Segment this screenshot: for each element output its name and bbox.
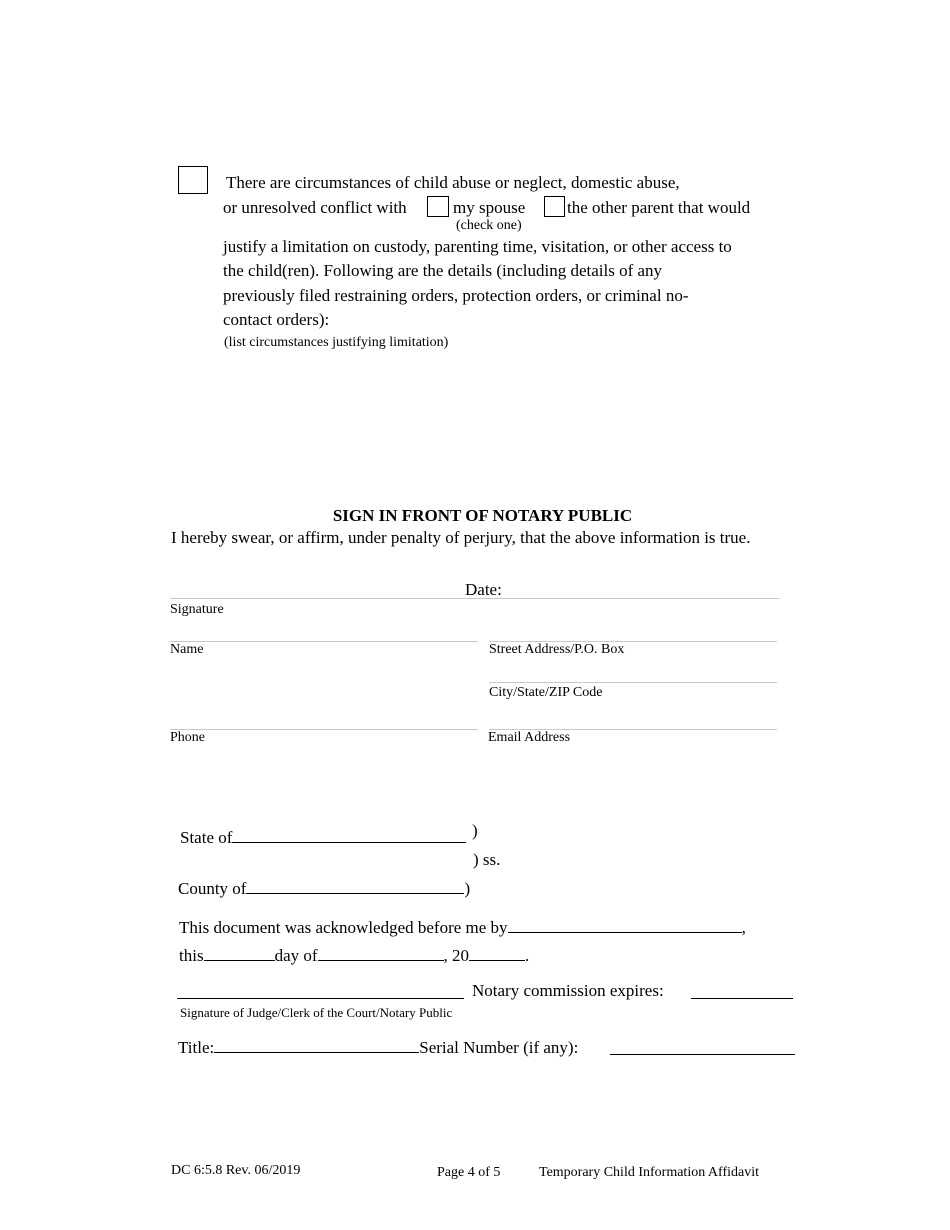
oath-statement: I hereby swear, or affirm, under penalty of perjury, that the above information is true. <box>171 528 751 547</box>
my-spouse-checkbox[interactable] <box>427 196 449 217</box>
day-of-label: day of <box>274 946 318 965</box>
circumstances-hint: (list circumstances justifying limitation) <box>224 335 449 350</box>
city-line[interactable] <box>489 682 777 683</box>
state-field[interactable] <box>232 826 466 843</box>
name-line[interactable] <box>170 641 478 642</box>
serial-label: Serial Number (if any): <box>419 1038 579 1057</box>
county-field[interactable] <box>246 877 464 894</box>
signature-label: Signature <box>170 602 224 617</box>
name-label: Name <box>170 642 204 657</box>
state-of-label: State of <box>180 828 233 847</box>
page-number: Page 4 of 5 <box>437 1165 501 1180</box>
signature-date-line[interactable] <box>170 598 780 599</box>
acknowledged-comma: , <box>741 918 746 937</box>
date-row <box>179 944 529 966</box>
state-paren: ) <box>472 821 478 840</box>
county-paren: ) <box>464 879 471 898</box>
circumstances-line-1: There are circumstances of child abuse or neglect, domestic abuse, <box>226 173 680 192</box>
date-label: Date: <box>465 580 502 599</box>
acknowledged-row <box>179 916 746 938</box>
serial-number-line[interactable] <box>610 1054 795 1055</box>
check-one-note: (check one) <box>456 218 522 233</box>
date-period: . <box>525 946 530 965</box>
county-row <box>178 877 470 899</box>
circumstances-line-3: justify a limitation on custody, parenting time, visitation, or other access to <box>223 237 732 256</box>
acknowledged-by-field[interactable] <box>508 916 742 933</box>
email-label: Email Address <box>488 730 571 745</box>
city-label: City/State/ZIP Code <box>489 685 603 700</box>
title-field[interactable] <box>214 1036 419 1053</box>
circumstances-line-5: previously filed restraining orders, protection orders, or criminal no- <box>223 286 689 305</box>
title-row <box>178 1036 578 1058</box>
phone-line[interactable] <box>170 729 478 730</box>
notary-heading: SIGN IN FRONT OF NOTARY PUBLIC <box>332 506 633 525</box>
commission-expires-line[interactable] <box>691 998 793 999</box>
this-label: this <box>179 946 204 965</box>
circumstances-line-6: contact orders): <box>223 310 330 329</box>
year-field[interactable] <box>469 944 525 961</box>
year-prefix: , 20 <box>443 946 470 965</box>
my-spouse-label: my spouse <box>453 198 526 217</box>
state-row <box>180 826 466 848</box>
day-field[interactable] <box>204 944 275 961</box>
commission-label: Notary commission expires: <box>472 981 664 1000</box>
other-parent-label: the other parent that would <box>567 198 751 217</box>
notary-signature-label: Signature of Judge/Clerk of the Court/Notary Public <box>180 1005 453 1020</box>
street-label: Street Address/P.O. Box <box>489 642 625 657</box>
acknowledged-label: This document was acknowledged before me by <box>179 918 508 937</box>
document-title: Temporary Child Information Affidavit <box>539 1165 759 1180</box>
circumstances-line-2-prefix: or unresolved conflict with <box>223 198 407 217</box>
month-field[interactable] <box>318 944 444 961</box>
other-parent-checkbox[interactable] <box>544 196 565 217</box>
circumstances-line-4: the child(ren). Following are the details (including details of any <box>223 261 663 280</box>
county-of-label: County of <box>178 879 247 898</box>
ss-label: ) ss. <box>473 850 501 869</box>
title-label: Title: <box>178 1038 215 1057</box>
form-id: DC 6:5.8 Rev. 06/2019 <box>171 1163 301 1178</box>
circumstances-checkbox[interactable] <box>178 166 208 194</box>
notary-signature-line[interactable] <box>177 998 464 999</box>
phone-label: Phone <box>170 730 205 745</box>
